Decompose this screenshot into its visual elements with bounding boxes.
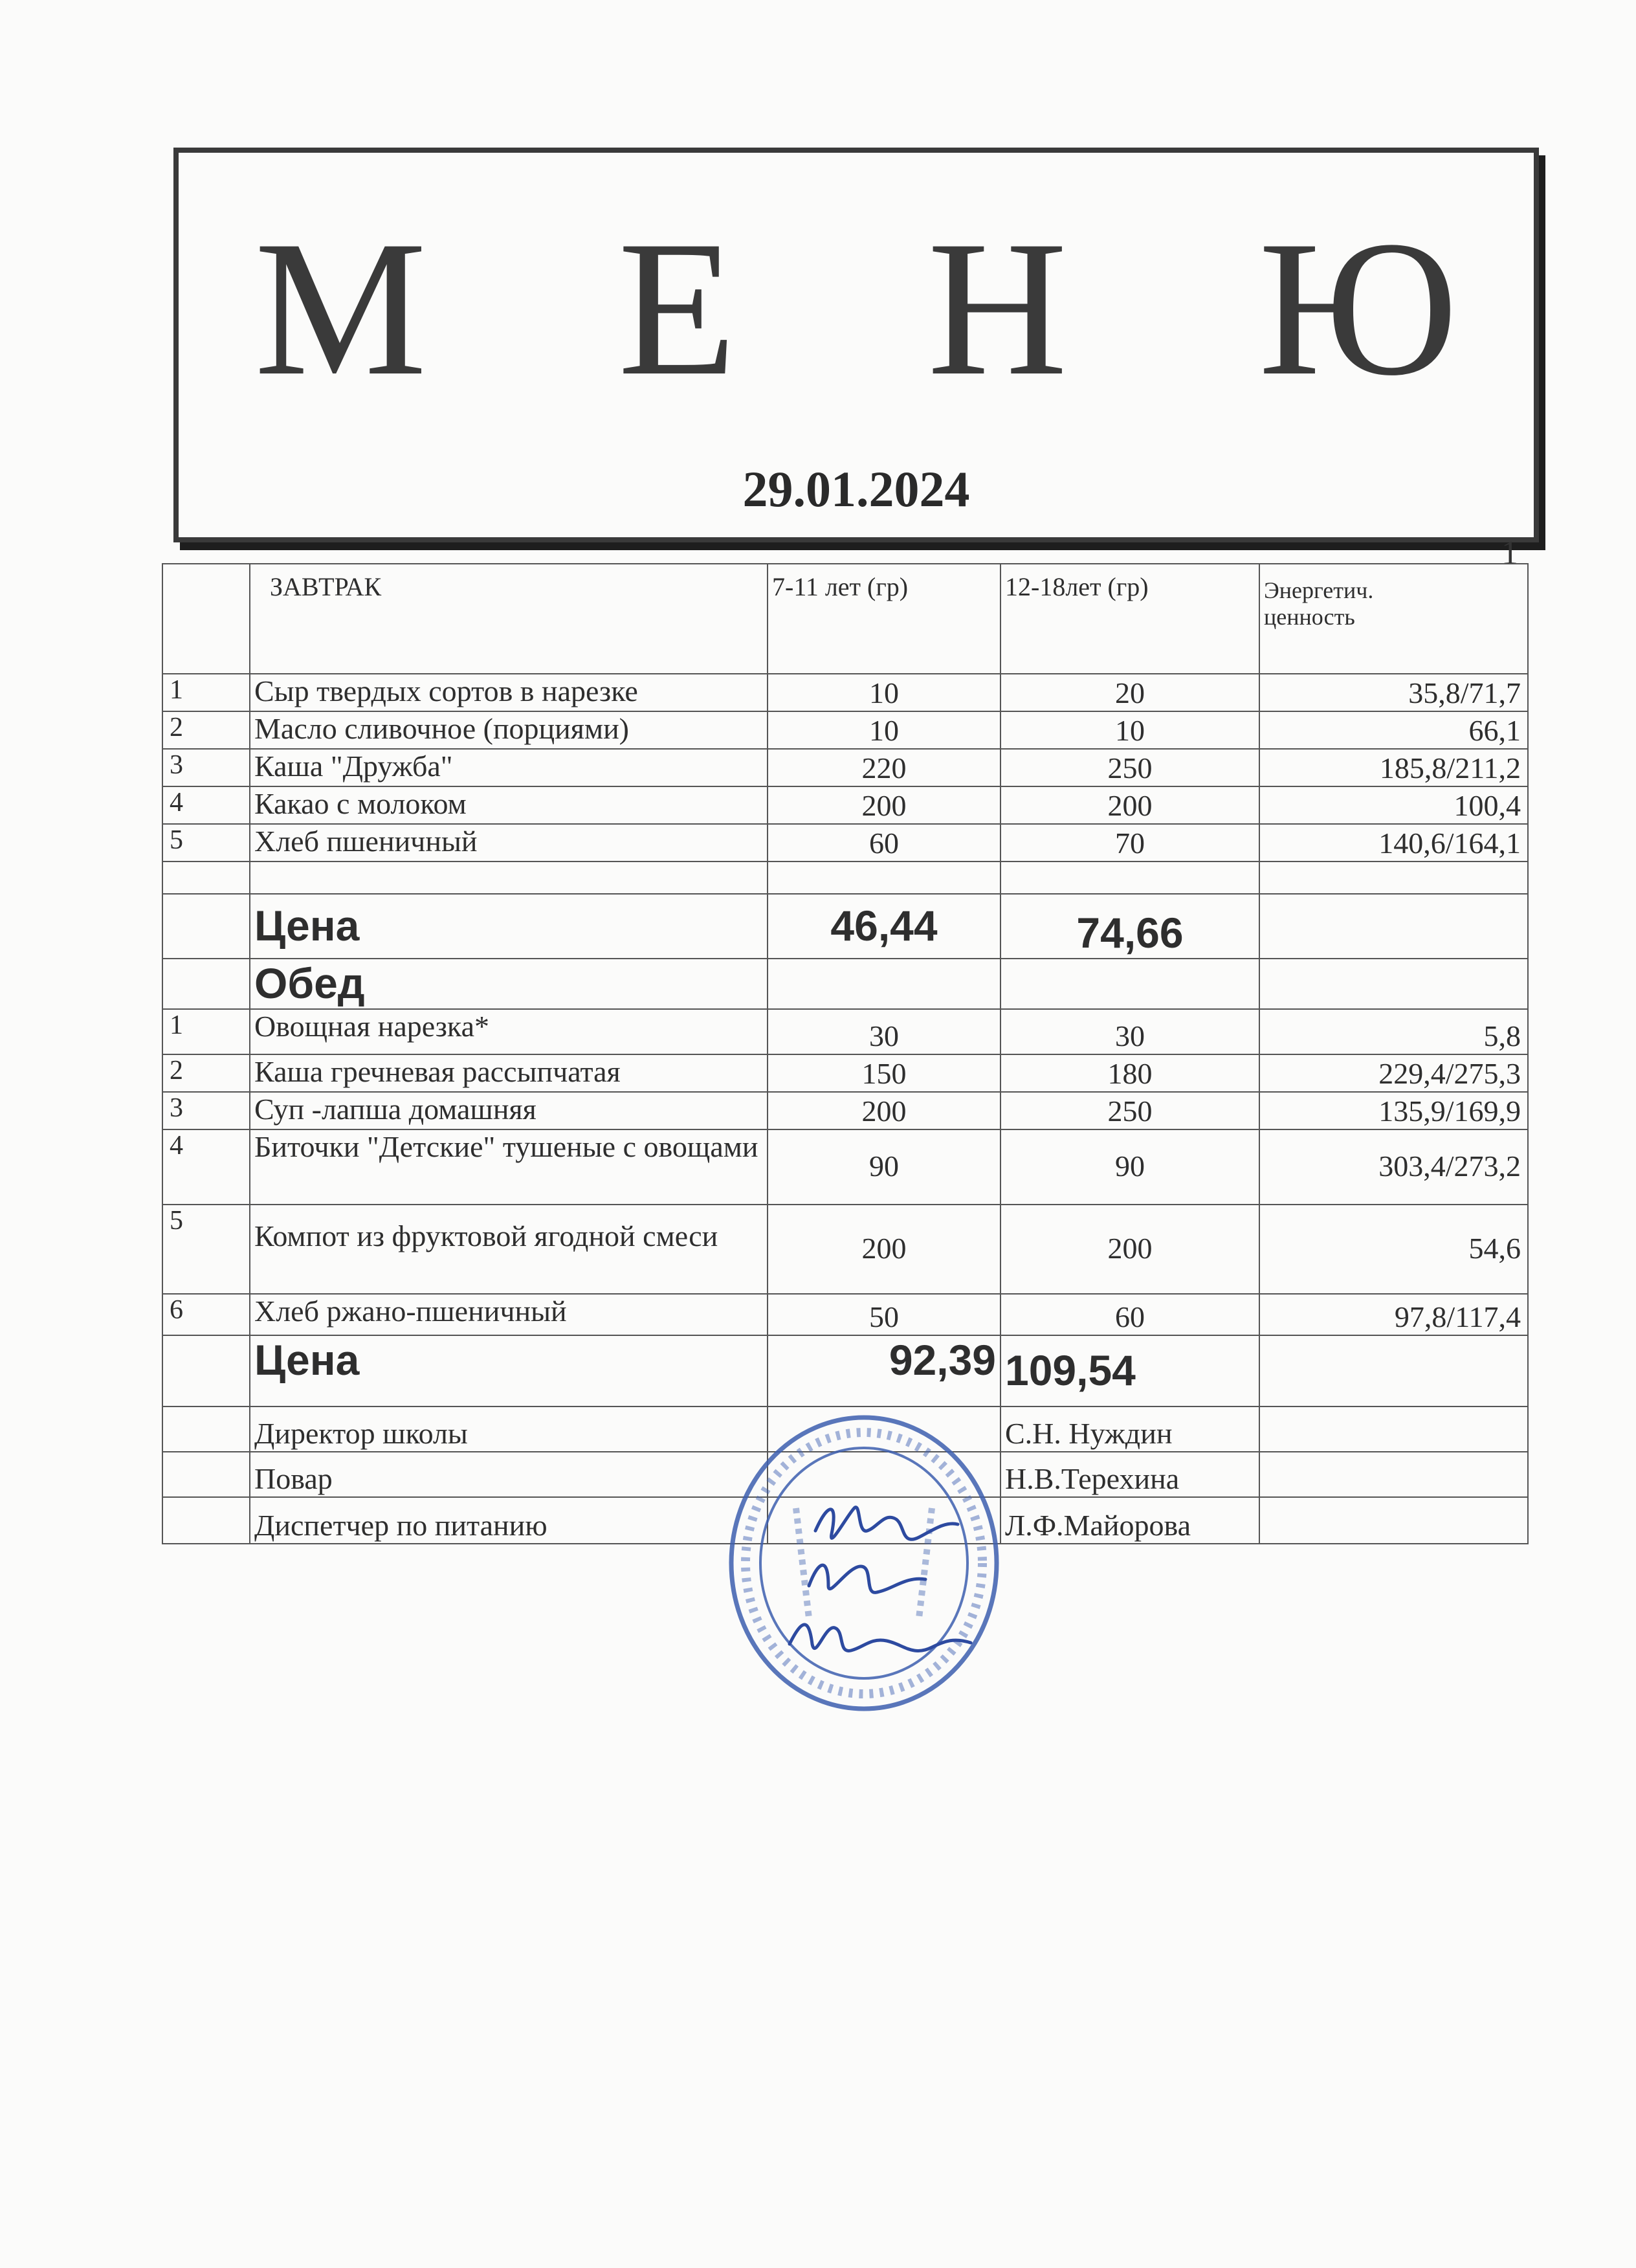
signature-name: Л.Ф.Майорова [1000, 1497, 1259, 1544]
item-grams-age2: 60 [1000, 1294, 1259, 1335]
item-name: Овощная нарезка* [250, 1009, 768, 1054]
item-grams-age1: 10 [768, 711, 1000, 749]
empty-cell [250, 862, 768, 894]
price-age1: 46,44 [768, 894, 1000, 959]
item-name: Сыр твердых сортов в нарезке [250, 674, 768, 711]
col-energy-header: Энергетич. ценность [1259, 564, 1528, 674]
spacer-row [162, 862, 1528, 894]
signature-cook [809, 1565, 925, 1592]
price-age2: 74,66 [1000, 894, 1259, 959]
table-row [162, 786, 1528, 824]
official-stamp [699, 1405, 1061, 1728]
item-grams-age2: 10 [1000, 711, 1259, 749]
empty-cell [1259, 1452, 1528, 1497]
item-name: Масло сливочное (порциями) [250, 711, 768, 749]
item-grams-age2: 250 [1000, 749, 1259, 786]
item-grams-age2: 200 [1000, 1205, 1259, 1294]
price-label: Цена [250, 894, 768, 959]
row-number: 4 [162, 786, 250, 824]
item-name: Каша "Дружба" [250, 749, 768, 786]
empty-cell [162, 1406, 250, 1452]
table-row [162, 674, 1528, 711]
breakfast-section-label: ЗАВТРАК [250, 564, 768, 674]
empty-cell [1000, 959, 1259, 1009]
empty-cell [162, 862, 250, 894]
signature-name: Н.В.Терехина [1000, 1452, 1259, 1497]
price-age2: 109,54 [1000, 1335, 1259, 1406]
empty-cell [162, 1497, 250, 1544]
table-row [162, 711, 1528, 749]
row-number: 1 [162, 674, 250, 711]
item-energy: 135,9/169,9 [1259, 1092, 1528, 1129]
empty-cell [1259, 1406, 1528, 1452]
item-name: Каша гречневая рассыпчатая [250, 1054, 768, 1092]
table-row [162, 824, 1528, 862]
table-row [162, 1092, 1528, 1129]
item-grams-age2: 30 [1000, 1009, 1259, 1054]
price-label: Цена [250, 1335, 768, 1406]
item-energy: 229,4/275,3 [1259, 1054, 1528, 1092]
item-energy: 185,8/211,2 [1259, 749, 1528, 786]
empty-cell [768, 862, 1000, 894]
table-row [162, 1009, 1528, 1054]
item-name: Хлеб пшеничный [250, 824, 768, 862]
empty-cell [768, 959, 1000, 1009]
item-grams-age2: 20 [1000, 674, 1259, 711]
col-age1-header: 7-11 лет (гр) [768, 564, 1000, 674]
empty-cell [162, 894, 250, 959]
stamp-outer-ring [731, 1418, 997, 1709]
item-grams-age1: 150 [768, 1054, 1000, 1092]
page-number: 1 [1501, 535, 1518, 572]
item-grams-age1: 200 [768, 1092, 1000, 1129]
item-energy: 303,4/273,2 [1259, 1129, 1528, 1205]
lunch-header-row [162, 959, 1528, 1009]
table-row [162, 1294, 1528, 1335]
item-grams-age1: 220 [768, 749, 1000, 786]
item-energy: 5,8 [1259, 1009, 1528, 1054]
item-grams-age2: 70 [1000, 824, 1259, 862]
empty-cell [1259, 959, 1528, 1009]
table-row [162, 1129, 1528, 1205]
signature-role: Диспетчер по питанию [250, 1497, 768, 1544]
row-number: 5 [162, 1205, 250, 1294]
page-title: М Е Н Ю [254, 201, 1529, 416]
item-energy: 54,6 [1259, 1205, 1528, 1294]
empty-cell [1259, 894, 1528, 959]
item-name: Компот из фруктовой ягодной смеси [250, 1205, 768, 1294]
header-num-cell [162, 564, 250, 674]
item-grams-age1: 90 [768, 1129, 1000, 1205]
empty-cell [162, 1452, 250, 1497]
empty-cell [162, 1335, 250, 1406]
item-grams-age1: 60 [768, 824, 1000, 862]
row-number: 5 [162, 824, 250, 862]
row-number: 1 [162, 1009, 250, 1054]
item-name: Какао с молоком [250, 786, 768, 824]
item-energy: 97,8/117,4 [1259, 1294, 1528, 1335]
title-box [173, 148, 1539, 542]
breakfast-price-row [162, 894, 1528, 959]
table-row [162, 1054, 1528, 1092]
table-row [162, 749, 1528, 786]
menu-date: 29.01.2024 [742, 461, 970, 517]
empty-cell [1000, 862, 1259, 894]
breakfast-header-row [162, 564, 1528, 674]
empty-cell [1259, 862, 1528, 894]
item-grams-age2: 90 [1000, 1129, 1259, 1205]
item-energy: 140,6/164,1 [1259, 824, 1528, 862]
handwritten-signatures [790, 1507, 971, 1651]
signature-name: С.Н. Нуждин [1000, 1406, 1259, 1452]
empty-cell [1259, 1335, 1528, 1406]
signature-role: Повар [250, 1452, 768, 1497]
row-number: 2 [162, 711, 250, 749]
item-grams-age2: 250 [1000, 1092, 1259, 1129]
stamp-ring-lettering [746, 1432, 982, 1694]
empty-cell [162, 959, 250, 1009]
item-name: Биточки "Детские" тушеные с овощами [250, 1129, 768, 1205]
table-row [162, 1205, 1528, 1294]
row-number: 2 [162, 1054, 250, 1092]
item-grams-age2: 200 [1000, 786, 1259, 824]
lunch-section-label: Обед [250, 959, 768, 1009]
menu-table [162, 563, 1529, 1544]
lunch-price-row [162, 1335, 1528, 1406]
item-grams-age1: 30 [768, 1009, 1000, 1054]
item-grams-age1: 10 [768, 674, 1000, 711]
item-grams-age1: 200 [768, 1205, 1000, 1294]
price-age1: 92,39 [768, 1335, 1000, 1406]
row-number: 3 [162, 1092, 250, 1129]
item-name: Суп -лапша домашняя [250, 1092, 768, 1129]
row-number: 3 [162, 749, 250, 786]
col-age2-header: 12-18лет (гр) [1000, 564, 1259, 674]
item-name: Хлеб ржано-пшеничный [250, 1294, 768, 1335]
row-number: 4 [162, 1129, 250, 1205]
item-grams-age1: 200 [768, 786, 1000, 824]
row-number: 6 [162, 1294, 250, 1335]
item-energy: 66,1 [1259, 711, 1528, 749]
signature-director [815, 1507, 958, 1540]
item-grams-age2: 180 [1000, 1054, 1259, 1092]
signature-role: Директор школы [250, 1406, 768, 1452]
empty-cell [1259, 1497, 1528, 1544]
item-energy: 100,4 [1259, 786, 1528, 824]
item-grams-age1: 50 [768, 1294, 1000, 1335]
item-energy: 35,8/71,7 [1259, 674, 1528, 711]
